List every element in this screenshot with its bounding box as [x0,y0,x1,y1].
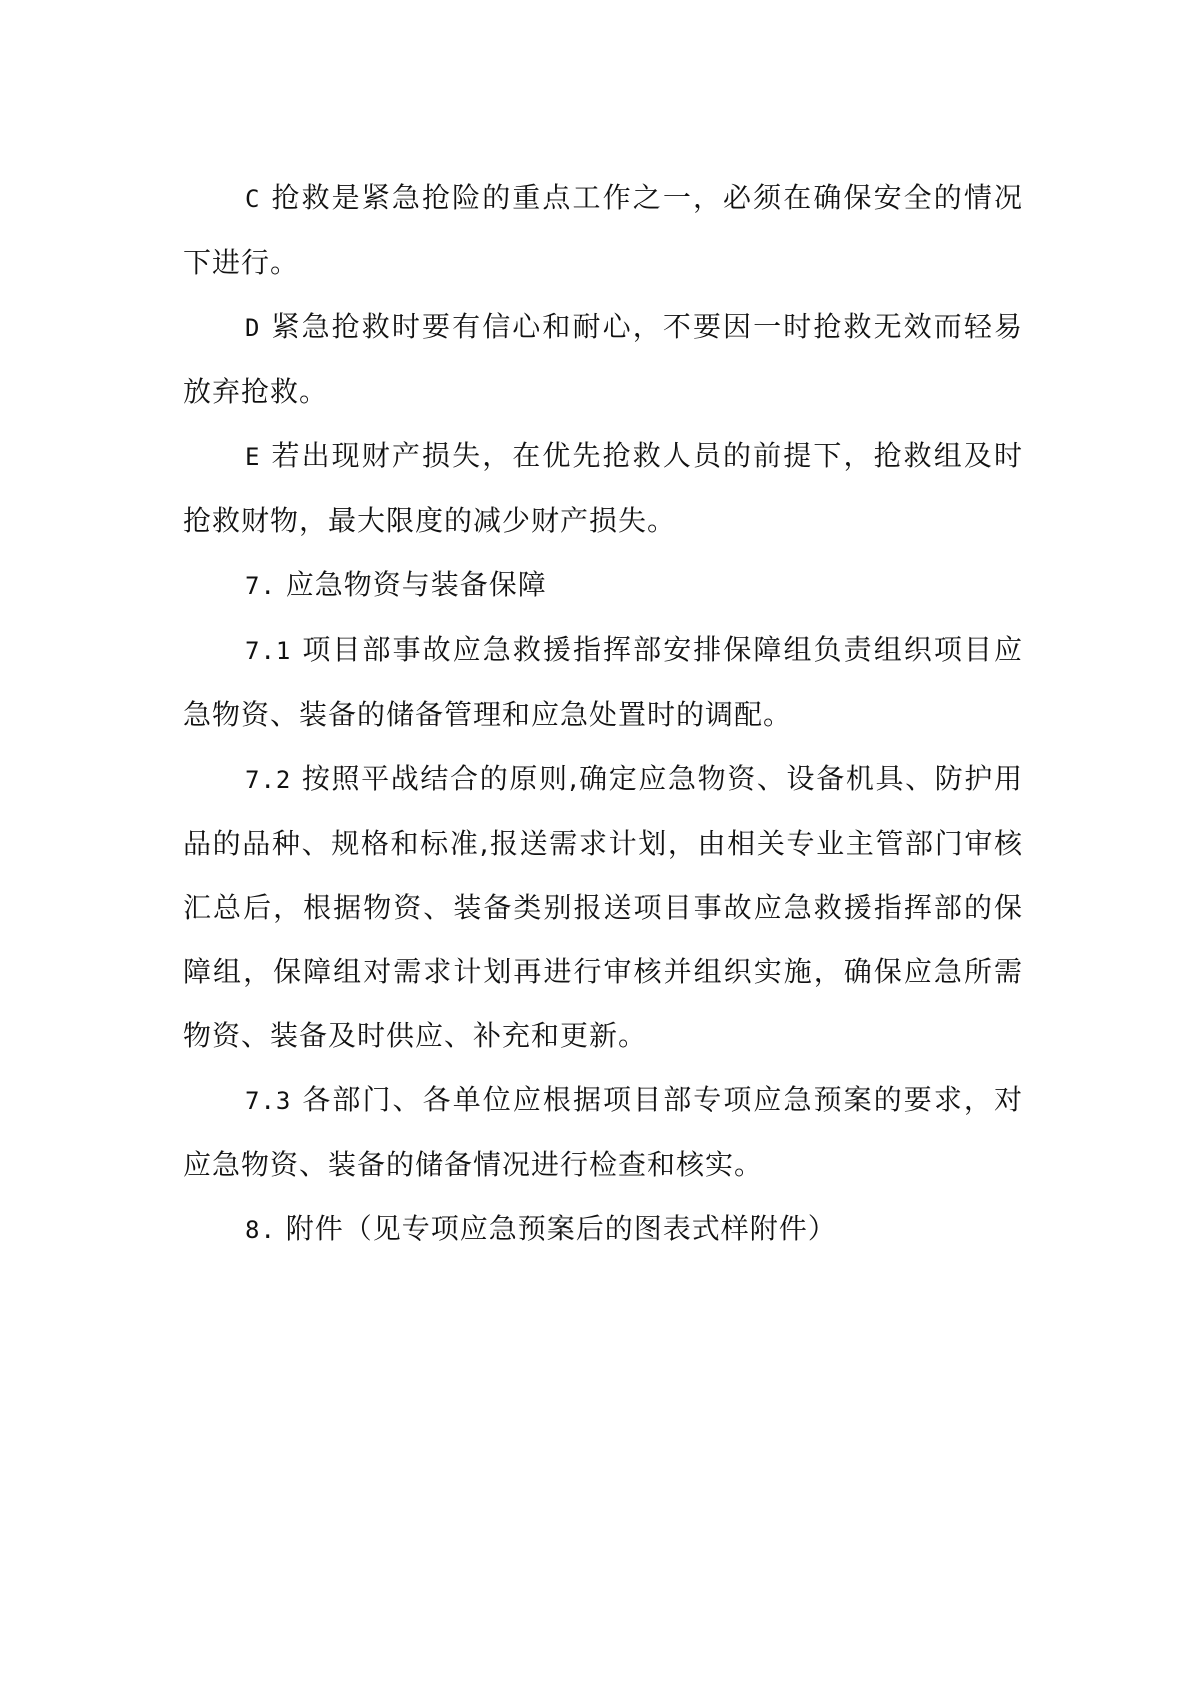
paragraph-text: 按照平战结合的原则,确定应急物资、设备机具、防护用品的品种、规格和标准,报送需求计划，由相关专业主管部门审核汇总后，根据物资、装备类别报送项目事故应急救援指挥部的保障组，保障组对需求计划再进行审核并组织实施，确保应急所需物资、装备及时供应、补充和更新。 [183,762,1023,1052]
paragraph-7-2 [183,747,1023,1068]
section-title: 应急物资与装备保障 [275,568,547,601]
paragraph-text: 各部门、各单位应根据项目部专项应急预案的要求，对应急物资、装备的储备情况进行检查和核实。 [183,1083,1023,1181]
section-number: 7. [245,572,276,600]
paragraph-d [183,295,1023,424]
paragraph-7-3 [183,1068,1023,1197]
section-number: 8. [245,1216,276,1244]
item-marker: C [245,185,261,213]
section-number: 7.1 [245,637,292,665]
paragraph-7-1 [183,618,1023,747]
paragraph-e [183,424,1023,553]
paragraph-text: 项目部事故应急救援指挥部安排保障组负责组织项目应急物资、装备的储备管理和应急处置时的调配。 [183,633,1023,731]
section-heading-7 [183,553,1023,618]
section-heading-8 [183,1197,1023,1262]
paragraph-c [183,166,1023,295]
document-body [183,166,1023,1262]
section-number: 7.3 [245,1087,292,1115]
paragraph-text: 抢救是紧急抢险的重点工作之一，必须在确保安全的情况下进行。 [183,181,1023,279]
item-marker: D [245,314,261,342]
section-title: 附件（见专项应急预案后的图表式样附件） [275,1212,837,1245]
paragraph-text: 若出现财产损失，在优先抢救人员的前提下，抢救组及时抢救财物，最大限度的减少财产损失。 [183,439,1023,537]
paragraph-text: 紧急抢救时要有信心和耐心，不要因一时抢救无效而轻易放弃抢救。 [183,310,1023,408]
item-marker: E [245,443,261,471]
section-number: 7.2 [245,766,292,794]
